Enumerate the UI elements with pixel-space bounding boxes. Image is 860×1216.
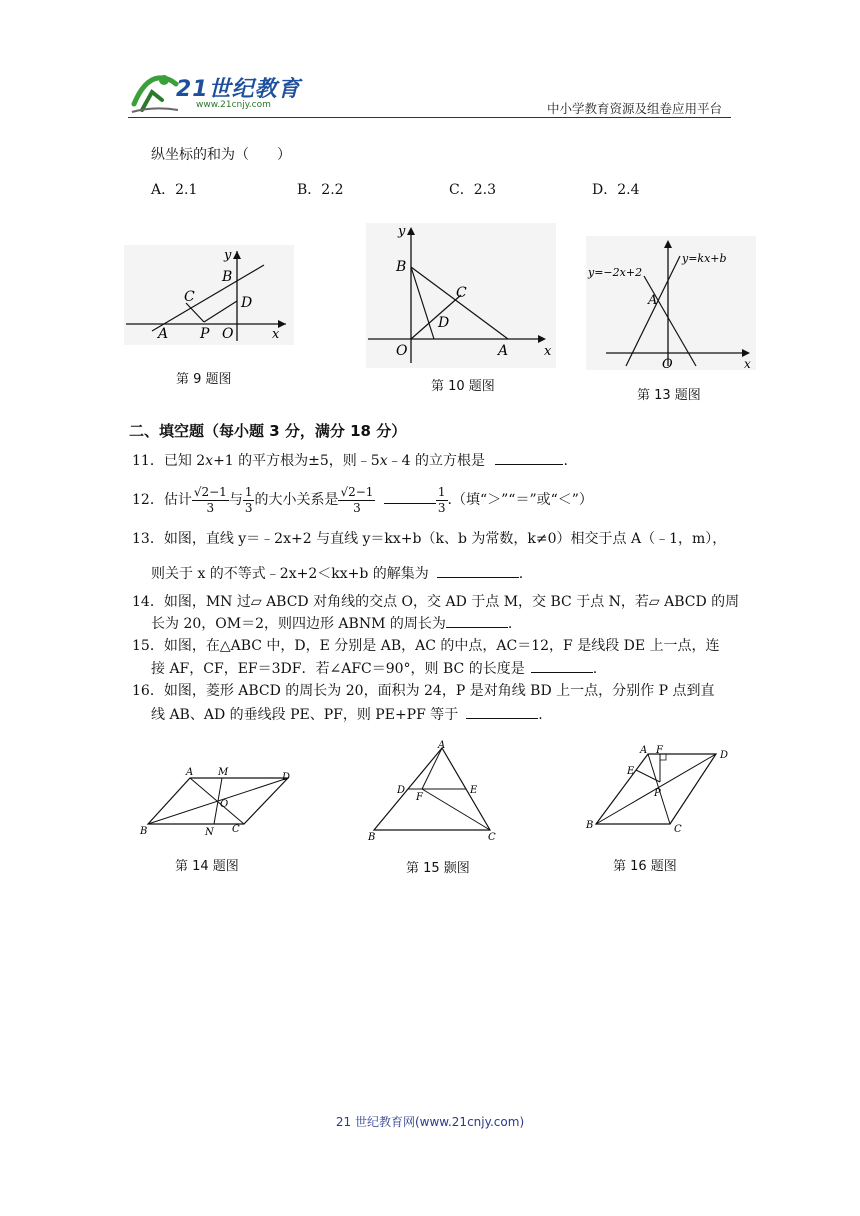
svg-text:A: A	[498, 343, 509, 359]
q9-option-d: D．2.4	[592, 182, 640, 198]
question-14-line2: 长为 20，OM＝2，则四边形 ABNM 的周长为 .	[151, 613, 512, 634]
figure-16	[584, 742, 734, 834]
logo-text: 21世纪教育	[176, 77, 301, 102]
section-heading: 二、填空题（每小题 3 分，满分 18 分）	[129, 422, 407, 440]
svg-text:O: O	[662, 357, 673, 370]
page-footer: 21 世纪教育网(www.21cnjy.com)	[335, 1115, 525, 1129]
svg-text:C: C	[488, 832, 496, 843]
svg-text:B: B	[368, 832, 376, 843]
svg-text:B: B	[140, 826, 148, 837]
question-12: 12．估计 $\frac{√2-1}{3}$ 与 $\frac{1}{3}$ 的大小关系是 $\frac{√2-1}{3}$ $\frac{1}{3}$ .（填“＞”“＝”或“＜”）	[132, 484, 593, 515]
q16-answer-blank[interactable]	[466, 704, 538, 719]
svg-text:A: A	[640, 745, 648, 756]
svg-text:A: A	[186, 767, 194, 778]
question-15-line2: 接 AF，CF，EF＝3DF．若∠AFC＝90°，则 BC 的长度是 .	[151, 658, 597, 679]
svg-text:E: E	[627, 766, 635, 777]
question-16-line2: 线 AB、AD 的垂线段 PE、PF，则 PE+PF 等于 .	[151, 704, 543, 725]
figure-10	[366, 223, 556, 368]
figure-15	[366, 740, 502, 844]
svg-text:F: F	[656, 745, 663, 756]
svg-text:D: D	[241, 295, 253, 311]
caption-fig9: 第 9 题图	[176, 372, 232, 387]
question-14-line1: 14．如图，MN 过▱ ABCD 对角线的交点 O，交 AD 于点 M，交 BC 于点 N，若▱ ABCD 的周	[132, 594, 740, 610]
caption-fig16: 第 16 题图	[613, 859, 677, 874]
q13-answer-blank[interactable]	[437, 563, 519, 578]
caption-fig15: 第 15 颢图	[406, 861, 470, 876]
fig13-line2-label: y=kx+b	[682, 252, 727, 265]
q12-frac-1: $\frac{√2-1}{3}$	[193, 484, 227, 515]
svg-text:C: C	[456, 285, 467, 301]
question-11: 11．已知 2x+1 的平方根为±5，则﹣5x﹣4 的立方根是 .	[132, 450, 568, 471]
figure-14	[138, 762, 298, 838]
caption-fig14: 第 14 题图	[175, 859, 239, 874]
svg-text:P: P	[654, 788, 661, 799]
q12-answer-blank[interactable]	[384, 489, 436, 504]
fig13-line1-label: y=−2x+2	[588, 266, 643, 279]
q11-answer-blank[interactable]	[495, 450, 563, 465]
svg-text:D: D	[438, 315, 450, 331]
q9-option-c: C．2.3	[449, 182, 496, 198]
svg-text:x: x	[272, 327, 280, 342]
svg-text:B: B	[586, 820, 594, 831]
caption-fig13: 第 13 题图	[637, 388, 701, 403]
question-13-line1: 13．如图，直线 y＝﹣2x+2 与直线 y＝kx+b（k、b 为常数，k≠0）相交于点 A（﹣1，m），	[132, 531, 727, 547]
header-divider	[128, 117, 731, 118]
q12-frac-3: $\frac{√2-1}{3}$	[340, 484, 374, 515]
svg-text:C: C	[674, 824, 682, 834]
question-15-line1: 15．如图，在△ABC 中，D，E 分别是 AB，AC 的中点，AC＝12，F 是线段 DE 上一点，连	[132, 638, 720, 654]
svg-text:x: x	[544, 344, 552, 359]
svg-text:D: D	[397, 785, 406, 796]
svg-text:F: F	[416, 792, 423, 803]
svg-text:A: A	[438, 740, 446, 751]
svg-text:x: x	[744, 357, 751, 370]
svg-text:N: N	[205, 827, 214, 838]
q12-frac-2: $\frac{1}{3}$	[244, 484, 253, 515]
svg-text:O: O	[396, 343, 408, 359]
q14-answer-blank[interactable]	[446, 613, 508, 628]
logo-url: www.21cnjy.com	[196, 100, 271, 110]
svg-text:D: D	[720, 750, 729, 761]
figure-13	[586, 236, 756, 370]
svg-text:y: y	[398, 224, 406, 239]
svg-text:C: C	[232, 824, 240, 835]
question-16-line1: 16．如图，菱形 ABCD 的周长为 20，面积为 24，P 是对角线 BD 上一点，分别作 P 点到直	[132, 683, 715, 699]
question-13-line2: 则关于 x 的不等式﹣2x+2＜kx+b 的解集为 .	[151, 563, 523, 584]
svg-text:y: y	[224, 248, 232, 263]
svg-text:C: C	[184, 289, 195, 305]
svg-text:A: A	[648, 293, 658, 308]
platform-name: 中小学教育资源及组卷应用平台	[546, 101, 722, 116]
svg-text:E: E	[470, 785, 478, 796]
caption-fig10: 第 10 题图	[431, 379, 495, 394]
q9-option-b: B．2.2	[297, 182, 344, 198]
svg-text:A: A	[158, 326, 169, 342]
svg-text:O: O	[222, 326, 234, 342]
svg-text:M: M	[218, 767, 229, 778]
q12-frac-4: $\frac{1}{3}$	[437, 484, 446, 515]
svg-text:P: P	[200, 326, 210, 342]
svg-text:O: O	[220, 799, 229, 810]
svg-text:B: B	[396, 259, 407, 275]
q9-option-a: A．2.1	[151, 182, 198, 198]
svg-text:D: D	[282, 772, 291, 783]
q9-tail: 纵坐标的和为（ ）	[151, 147, 291, 163]
svg-text:B: B	[222, 269, 233, 285]
figure-9	[124, 245, 294, 345]
q15-answer-blank[interactable]	[531, 658, 593, 673]
